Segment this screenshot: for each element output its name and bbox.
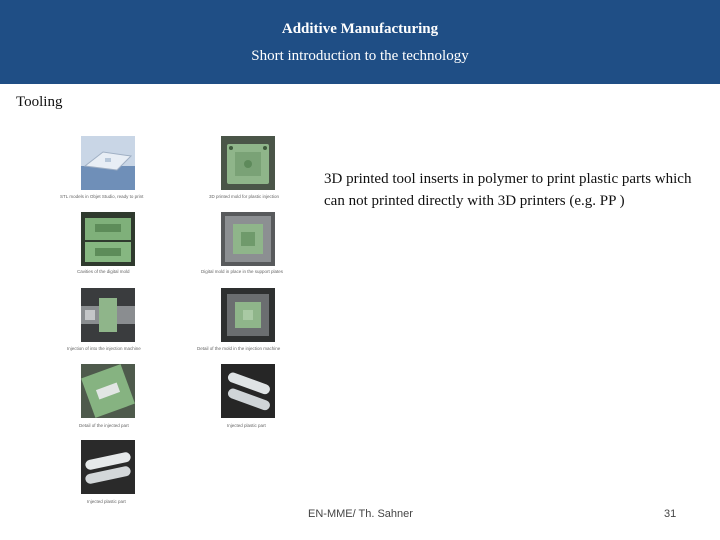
image-injected-part-detail <box>81 364 135 418</box>
page-number: 31 <box>664 508 677 520</box>
image-mold-detail <box>221 288 275 342</box>
image-mold-in-plates <box>221 212 275 266</box>
footer-author: EN-MME/ Th. Sahner <box>308 508 413 520</box>
image-injected-plastic-part-2 <box>81 440 135 494</box>
body-text: 3D printed tool inserts in polymer to print plastic parts which can not printed directly with 3D printers (e.g. PP ) <box>324 171 692 209</box>
caption: Cavities of the digital mold <box>77 269 130 274</box>
caption: 3D printed mold for plastic injection <box>209 194 280 199</box>
section-label: Tooling <box>16 94 63 110</box>
caption: Injection of into the injection machine <box>67 346 141 351</box>
caption: Detail of the injected part <box>79 423 129 428</box>
caption: Detail of the mold in the injection machine <box>197 346 281 351</box>
caption: STL models in Objet Studio, ready to print <box>60 194 144 199</box>
caption: Digital mold in place in the support plates <box>201 269 284 274</box>
caption: Injected plastic part <box>87 499 126 504</box>
image-cavities <box>81 212 135 266</box>
image-printed-mold <box>221 136 275 190</box>
image-stl-models <box>81 136 135 190</box>
image-injected-plastic-part <box>221 364 275 418</box>
slide-header <box>0 0 720 84</box>
slide-subtitle: Short introduction to the technology <box>251 48 469 64</box>
caption: Injected plastic part <box>227 423 266 428</box>
slide-title: Additive Manufacturing <box>281 21 439 37</box>
image-injection-machine <box>81 288 135 342</box>
